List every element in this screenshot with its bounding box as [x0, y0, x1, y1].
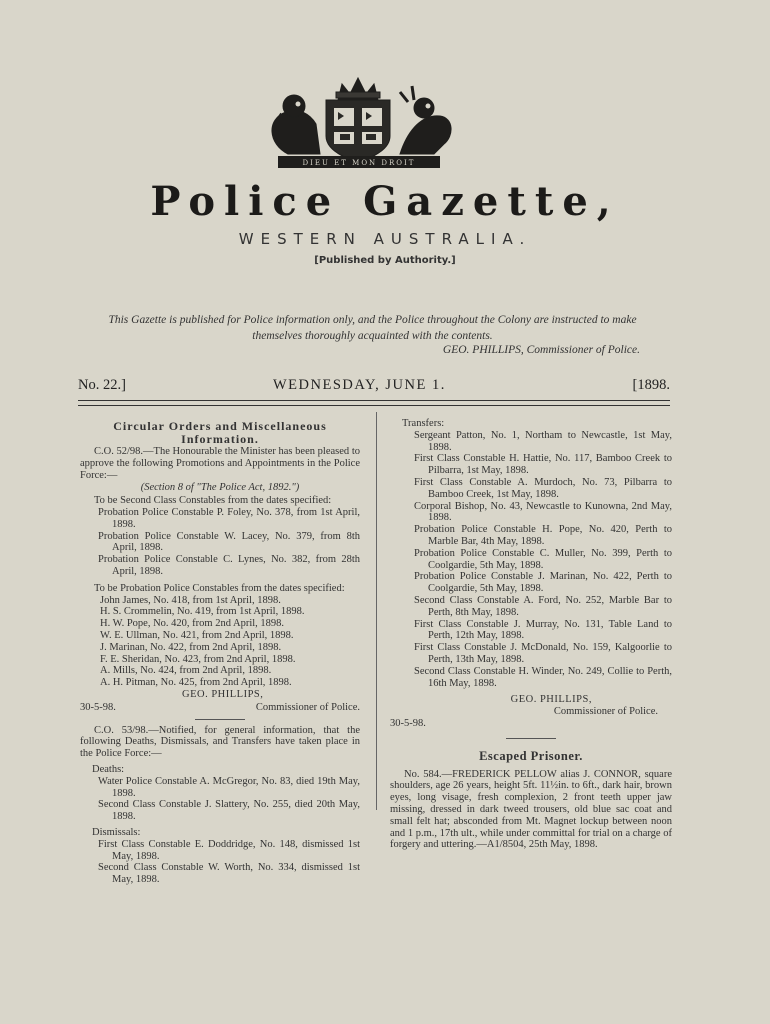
column-divider: [376, 412, 377, 810]
gazette-title: Police Gazette,: [150, 178, 620, 225]
list-item: First Class Constable A. Murdoch, No. 73, Pilbarra to Bamboo Creek, 1st May, 1898.: [414, 476, 672, 500]
escaped-prisoner-text: No. 584.—FREDERICK PELLOW alias J. CONNOR, square shoulders, age 26 years, height 5ft. 11½in. to 6ft., dark hair, brown eyes, long visage, fresh complexion, 2 front teeth upper jaw missing, dressed in dark tweed trousers, old blue sac coat and small felt hat; absconded from Mt. Magnet lockup between noon and 1 p.m., 17th ult., while under committal for trial on a charge of forgery and uttering.—A1/8504, 25th May, 1898.: [390, 768, 672, 851]
issue-year: [1898.: [632, 377, 670, 393]
section-heading: Circular Orders and Miscellaneous Information.: [113, 419, 327, 446]
list-item: Probation Police Constable C. Muller, No. 399, Perth to Coolgardie, 5th May, 1898.: [414, 547, 672, 571]
second-class-intro: To be Second Class Constables from the dates specified:: [94, 495, 332, 507]
list-item: Second Class Constable W. Worth, No. 334, dismissed 1st May, 1898.: [98, 862, 360, 886]
probation-intro: To be Probation Police Constables from the dates specified:: [94, 582, 345, 594]
list-item: A. Mills, No. 424, from 2nd April, 1898.: [100, 665, 272, 677]
act-reference: (Section 8 of "The Police Act, 1892."): [140, 482, 300, 494]
list-item: First Class Constable J. Murray, No. 131, Table Land to Perth, 12th May, 1898.: [414, 618, 672, 642]
signature-name: GEO. PHILLIPS,: [510, 694, 592, 706]
list-item: First Class Constable E. Doddridge, No. 148, dismissed 1st May, 1898.: [98, 838, 360, 862]
section-rule: [195, 719, 245, 720]
svg-text:DIEU ET MON DROIT: DIEU ET MON DROIT: [302, 159, 416, 167]
left-column: [80, 420, 360, 886]
notice-signature: GEO. PHILLIPS, Commissioner of Police.: [442, 344, 640, 356]
issue-number: No. 22.]: [78, 377, 126, 393]
header-rule: [78, 400, 670, 406]
circular-order-text: C.O. 52/98.—The Honourable the Minister has been pleased to approve the following Promotions and Appointments in the Police Force:—: [80, 446, 360, 481]
authority-line: [Published by Authority.]: [314, 255, 456, 266]
list-item: H. W. Pope, No. 420, from 2nd April, 1898.: [100, 618, 285, 630]
right-column: [390, 418, 672, 851]
list-item: Water Police Constable A. McGregor, No. 83, died 19th May, 1898.: [98, 775, 360, 799]
list-item: J. Marinan, No. 422, from 2nd April, 1898.: [100, 641, 282, 653]
transfers-label: Transfers:: [402, 418, 445, 429]
signature-row: [80, 702, 360, 714]
signature-name: GEO. PHILLIPS,: [182, 688, 264, 700]
list-item: Second Class Constable H. Winder, No. 249, Collie to Perth, 16th May, 1898.: [414, 665, 672, 689]
list-item: Second Class Constable J. Slattery, No. 255, died 20th May, 1898.: [98, 799, 360, 823]
list-item: Probation Police Constable J. Marinan, No. 422, Perth to Coolgardie, 5th May, 1898.: [414, 571, 672, 595]
escaped-prisoner-heading: Escaped Prisoner.: [479, 748, 583, 763]
list-item: Probation Police Constable W. Lacey, No. 379, from 8th April, 1898.: [98, 530, 360, 554]
list-item: H. S. Crommelin, No. 419, from 1st April, 1898.: [100, 606, 305, 618]
dismissals-label: Dismissals:: [92, 826, 141, 838]
list-item: Corporal Bishop, No. 43, Newcastle to Kunowna, 2nd May, 1898.: [414, 500, 672, 524]
circular-order-text: C.O. 53/98.—Notified, for general information, that the following Deaths, Dismissals, and Transfers have taken place in the Police Force:—: [80, 724, 360, 760]
list-item: Second Class Constable A. Ford, No. 252, Marble Bar to Perth, 8th May, 1898.: [414, 594, 672, 618]
signature-date: 30-5-98.: [80, 701, 116, 713]
royal-coat-of-arms-icon: [258, 74, 458, 170]
deaths-label: Deaths:: [92, 763, 125, 775]
gazette-notice: This Gazette is published for Police information only, and the Police throughout the Colony are instructed to make themselves thoroughly acquainted with the contents.: [108, 314, 637, 342]
signature-title: Commissioner of Police.: [255, 701, 360, 713]
list-item: First Class Constable H. Hattie, No. 117, Bamboo Creek to Pilbarra, 1st May, 1898.: [414, 453, 672, 477]
signature-date: 30-5-98.: [390, 717, 426, 729]
list-item: W. E. Ullman, No. 421, from 2nd April, 1898.: [100, 629, 294, 641]
list-item: Probation Police Constable H. Pope, No. 420, Perth to Marble Bar, 4th May, 1898.: [414, 524, 672, 547]
issue-line: [78, 377, 670, 397]
section-rule: [506, 738, 556, 739]
list-item: First Class Constable J. McDonald, No. 159, Kalgoorlie to Perth, 13th May, 1898.: [414, 642, 672, 665]
list-item: F. E. Sheridan, No. 423, from 2nd April, 1898.: [100, 653, 296, 665]
gazette-subtitle: WESTERN AUSTRALIA.: [238, 230, 532, 248]
list-item: John James, No. 418, from 1st April, 1898.: [100, 594, 281, 606]
issue-date: WEDNESDAY, JUNE 1.: [273, 377, 446, 393]
list-item: Probation Police Constable P. Foley, No. 378, from 1st April, 1898.: [98, 506, 360, 530]
signature-title: Commissioner of Police.: [553, 706, 658, 718]
list-item: Probation Police Constable C. Lynes, No. 382, from 28th April, 1898.: [98, 554, 360, 577]
list-item: Sergeant Patton, No. 1, Northam to Newcastle, 1st May, 1898.: [414, 429, 672, 453]
list-item: A. H. Pitman, No. 425, from 2nd April, 1898.: [100, 677, 292, 689]
